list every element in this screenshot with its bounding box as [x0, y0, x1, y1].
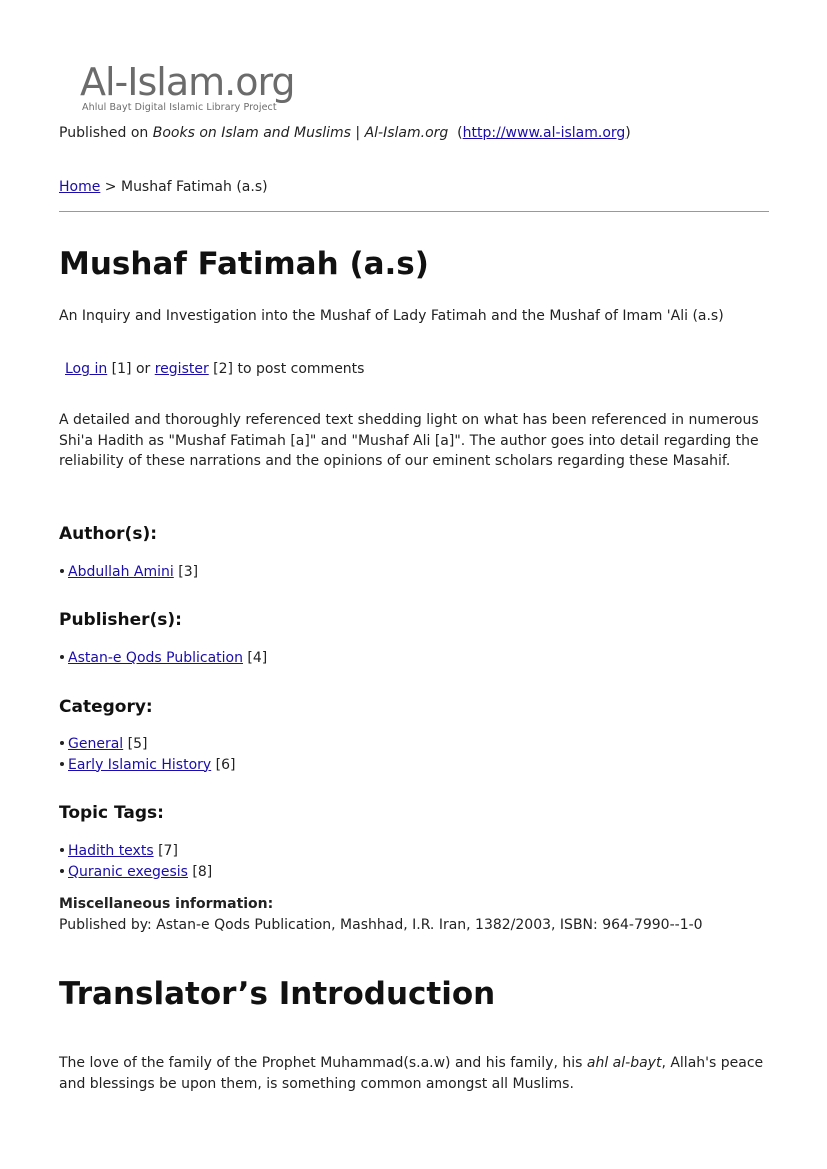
- list-item: [59, 755, 235, 776]
- item-ref: [7]: [153, 843, 178, 859]
- list-item: [59, 648, 267, 669]
- page-title: Mushaf Fatimah (a.s): [59, 246, 429, 282]
- authors-list: [59, 562, 198, 583]
- logo-wordmark: Al-Islam.org: [80, 60, 295, 104]
- book-subtitle: An Inquiry and Investigation into the Mushaf of Lady Fatimah and the Mushaf of Imam 'Ali (a.s): [59, 308, 724, 324]
- list-item: [59, 862, 212, 883]
- log-in-link[interactable]: Log in: [65, 361, 108, 377]
- breadcrumb-home-link[interactable]: Home: [59, 179, 101, 195]
- bullet-icon: [60, 741, 64, 745]
- misc-heading: Miscellaneous information:: [59, 896, 274, 912]
- list-item: [59, 734, 235, 755]
- authors-heading: Author(s):: [59, 524, 158, 544]
- login-prompt: [65, 361, 364, 377]
- intro-text-end: , Allah's peace and blessings be upon them, is something common amongst all Muslims.: [59, 1055, 764, 1092]
- published-on-line: Published on Books on Islam and Muslims | Al-Islam.org (http://www.al-islam.org): [59, 125, 631, 141]
- site-name: Books on Islam and Muslims | Al-Islam.org: [152, 125, 449, 141]
- category-heading: Category:: [59, 697, 153, 717]
- intro-text-italic: ahl al-bayt: [586, 1055, 662, 1071]
- misc-text: Published by: Astan-e Qods Publication, Mashhad, I.R. Iran, 1382/2003, ISBN: 964-7990--1-0: [59, 917, 703, 933]
- register-ref: [2] to post comments: [208, 361, 365, 377]
- publishers-list: [59, 648, 267, 669]
- publisher-link[interactable]: Astan-e Qods Publication: [68, 650, 243, 666]
- intro-text-start: The love of the family of the Prophet Muhammad(s.a.w) and his family, his: [59, 1055, 587, 1071]
- list-item: [59, 562, 198, 583]
- bullet-icon: [60, 569, 64, 573]
- register-link[interactable]: register: [154, 361, 209, 377]
- bullet-icon: [60, 848, 64, 852]
- bullet-icon: [60, 869, 64, 873]
- intro-paragraph: [59, 1053, 764, 1095]
- publishers-heading: Publisher(s):: [59, 610, 182, 630]
- breadcrumb: [59, 179, 268, 195]
- section-title: Translator’s Introduction: [59, 976, 496, 1012]
- item-ref: [4]: [242, 650, 268, 666]
- category-link-early-islamic-history[interactable]: Early Islamic History: [68, 756, 212, 773]
- site-logo[interactable]: [80, 60, 340, 116]
- log-in-ref: [1] or: [107, 361, 155, 377]
- tag-link-hadith-texts[interactable]: Hadith texts: [68, 843, 154, 859]
- tag-link-quranic-exegesis[interactable]: Quranic exegesis: [68, 863, 188, 880]
- breadcrumb-separator: >: [100, 179, 121, 195]
- item-ref: [5]: [123, 736, 148, 752]
- published-prefix: Published on: [59, 125, 153, 141]
- category-link-general[interactable]: General: [68, 736, 124, 752]
- site-url-link[interactable]: http://www.al-islam.org: [462, 125, 626, 141]
- logo-tagline: Ahlul Bayt Digital Islamic Library Project: [82, 102, 277, 113]
- item-ref: [6]: [211, 756, 236, 773]
- breadcrumb-current: Mushaf Fatimah (a.s): [120, 179, 268, 195]
- item-ref: [8]: [187, 863, 213, 880]
- book-description: A detailed and thoroughly referenced text shedding light on what has been referenced in numerous Shi'a Hadith as "Mushaf Fatimah [a]" and "Mushaf Ali [a]". The author goes into detail regarding the reliability of these narrations and the opinions of our eminent scholars regarding these Masahif.: [59, 412, 759, 469]
- bullet-icon: [60, 762, 64, 766]
- topic-tags-heading: Topic Tags:: [59, 803, 164, 823]
- bullet-icon: [60, 655, 64, 659]
- item-ref: [3]: [173, 564, 199, 580]
- category-list: [59, 734, 235, 775]
- topic-tags-list: [59, 841, 212, 882]
- list-item: [59, 841, 212, 862]
- header-divider: [59, 211, 769, 212]
- author-link[interactable]: Abdullah Amini: [68, 564, 174, 580]
